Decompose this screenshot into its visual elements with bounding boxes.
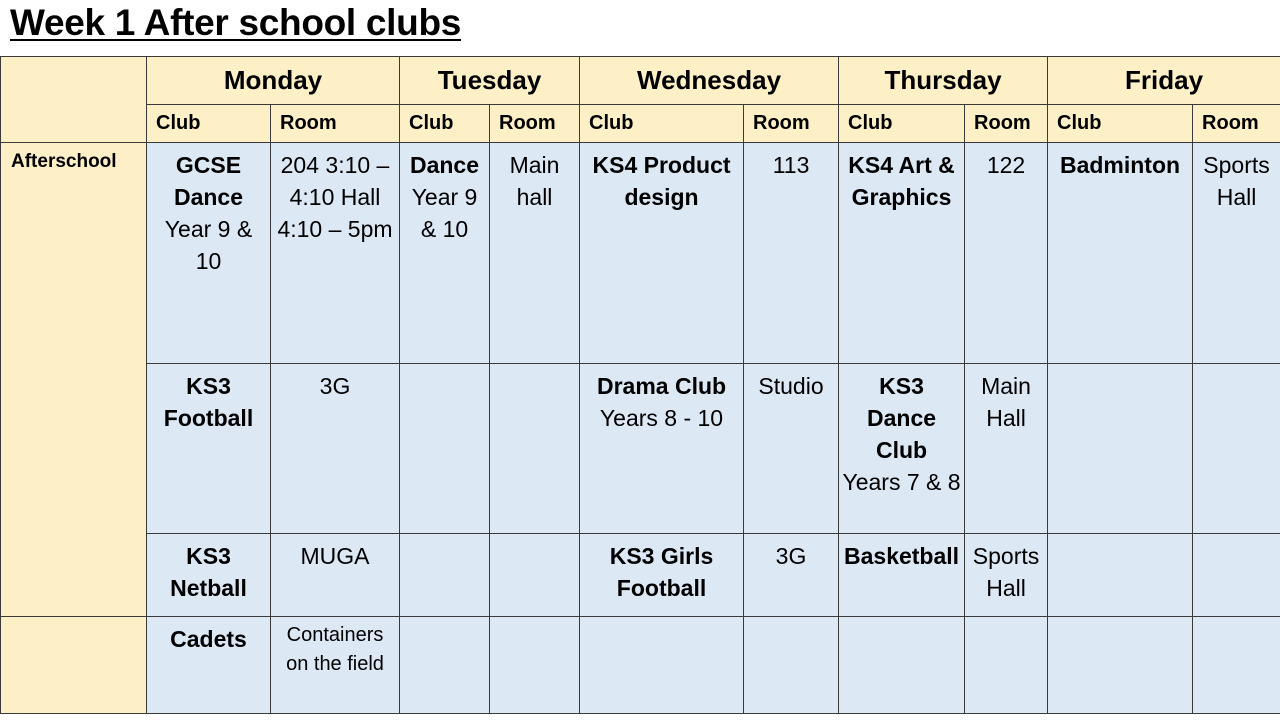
club-name: KS3 Football [163,373,254,431]
club-cell [400,364,490,534]
club-cell [1048,617,1193,714]
club-cell [580,534,744,617]
club-cell [839,143,965,364]
club-cell [147,364,271,534]
table-row [1,617,1280,714]
club-column-header: Club [147,105,271,143]
club-cell [1048,534,1193,617]
day-header-wednesday: Wednesday [580,57,839,105]
room-cell: Sports Hall [965,534,1048,617]
club-cell [147,534,271,617]
page-title: Week 1 After school clubs [10,2,462,43]
room-cell: 122 [965,143,1048,364]
room-column-header: Room [744,105,839,143]
club-name: Badminton [1059,152,1181,178]
room-cell [965,617,1048,714]
room-cell: 204 3:10 – 4:10 Hall 4:10 – 5pm [271,143,400,364]
club-name: KS3 Dance Club [867,373,937,463]
club-cell [400,143,490,364]
room-cell: Main hall [490,143,580,364]
club-cell [147,617,271,714]
room-cell: Sports Hall [1193,143,1280,364]
day-header-friday: Friday [1048,57,1280,105]
club-note: Years 7 & 8 [842,469,961,495]
corner-cell [1,57,147,143]
day-header-tuesday: Tuesday [400,57,580,105]
club-cell [400,534,490,617]
club-column-header: Club [400,105,490,143]
room-column-header: Room [965,105,1048,143]
day-header-row [1,57,1280,105]
club-cell [580,143,744,364]
club-name: GCSE Dance [173,152,244,210]
room-cell: 3G [271,364,400,534]
table-row [1,143,1280,364]
club-cell [147,143,271,364]
club-name: KS3 Netball [170,543,247,601]
club-name: KS3 Girls Football [609,543,714,601]
table-row [1,364,1280,534]
sub-header-row [1,105,1280,143]
room-cell [1193,617,1280,714]
room-cell: Studio [744,364,839,534]
room-cell: MUGA [271,534,400,617]
club-name: KS4 Art & Graphics [848,152,955,210]
club-name: KS4 Product design [592,152,731,210]
row-label-afterschool: Afterschool [1,143,147,617]
club-cell [839,364,965,534]
clubs-timetable [0,56,1280,714]
room-column-header: Room [1193,105,1280,143]
club-name: Dance [409,152,480,178]
room-column-header: Room [490,105,580,143]
club-name: Drama Club [596,373,727,399]
club-cell [1048,364,1193,534]
room-cell [490,617,580,714]
club-cell [580,617,744,714]
club-column-header: Club [839,105,965,143]
club-column-header: Club [1048,105,1193,143]
club-cell [839,617,965,714]
room-cell [490,364,580,534]
club-column-header: Club [580,105,744,143]
club-name: Cadets [170,626,247,652]
day-header-thursday: Thursday [839,57,1048,105]
table-row [1,534,1280,617]
room-cell [1193,364,1280,534]
room-cell: 113 [744,143,839,364]
room-cell [744,617,839,714]
club-cell [400,617,490,714]
room-cell [1193,534,1280,617]
room-cell: Containers on the field [271,617,400,714]
row-label-empty [1,617,147,714]
room-cell [490,534,580,617]
day-header-monday: Monday [147,57,400,105]
club-note: Years 8 - 10 [599,405,724,431]
club-cell [839,534,965,617]
club-cell [580,364,744,534]
club-note: Year 9 & 10 [411,184,478,242]
room-column-header: Room [271,105,400,143]
room-cell: Main Hall [965,364,1048,534]
club-cell [1048,143,1193,364]
club-note: Year 9 & 10 [164,216,253,274]
room-cell: 3G [744,534,839,617]
club-name: Basketball [844,543,960,569]
